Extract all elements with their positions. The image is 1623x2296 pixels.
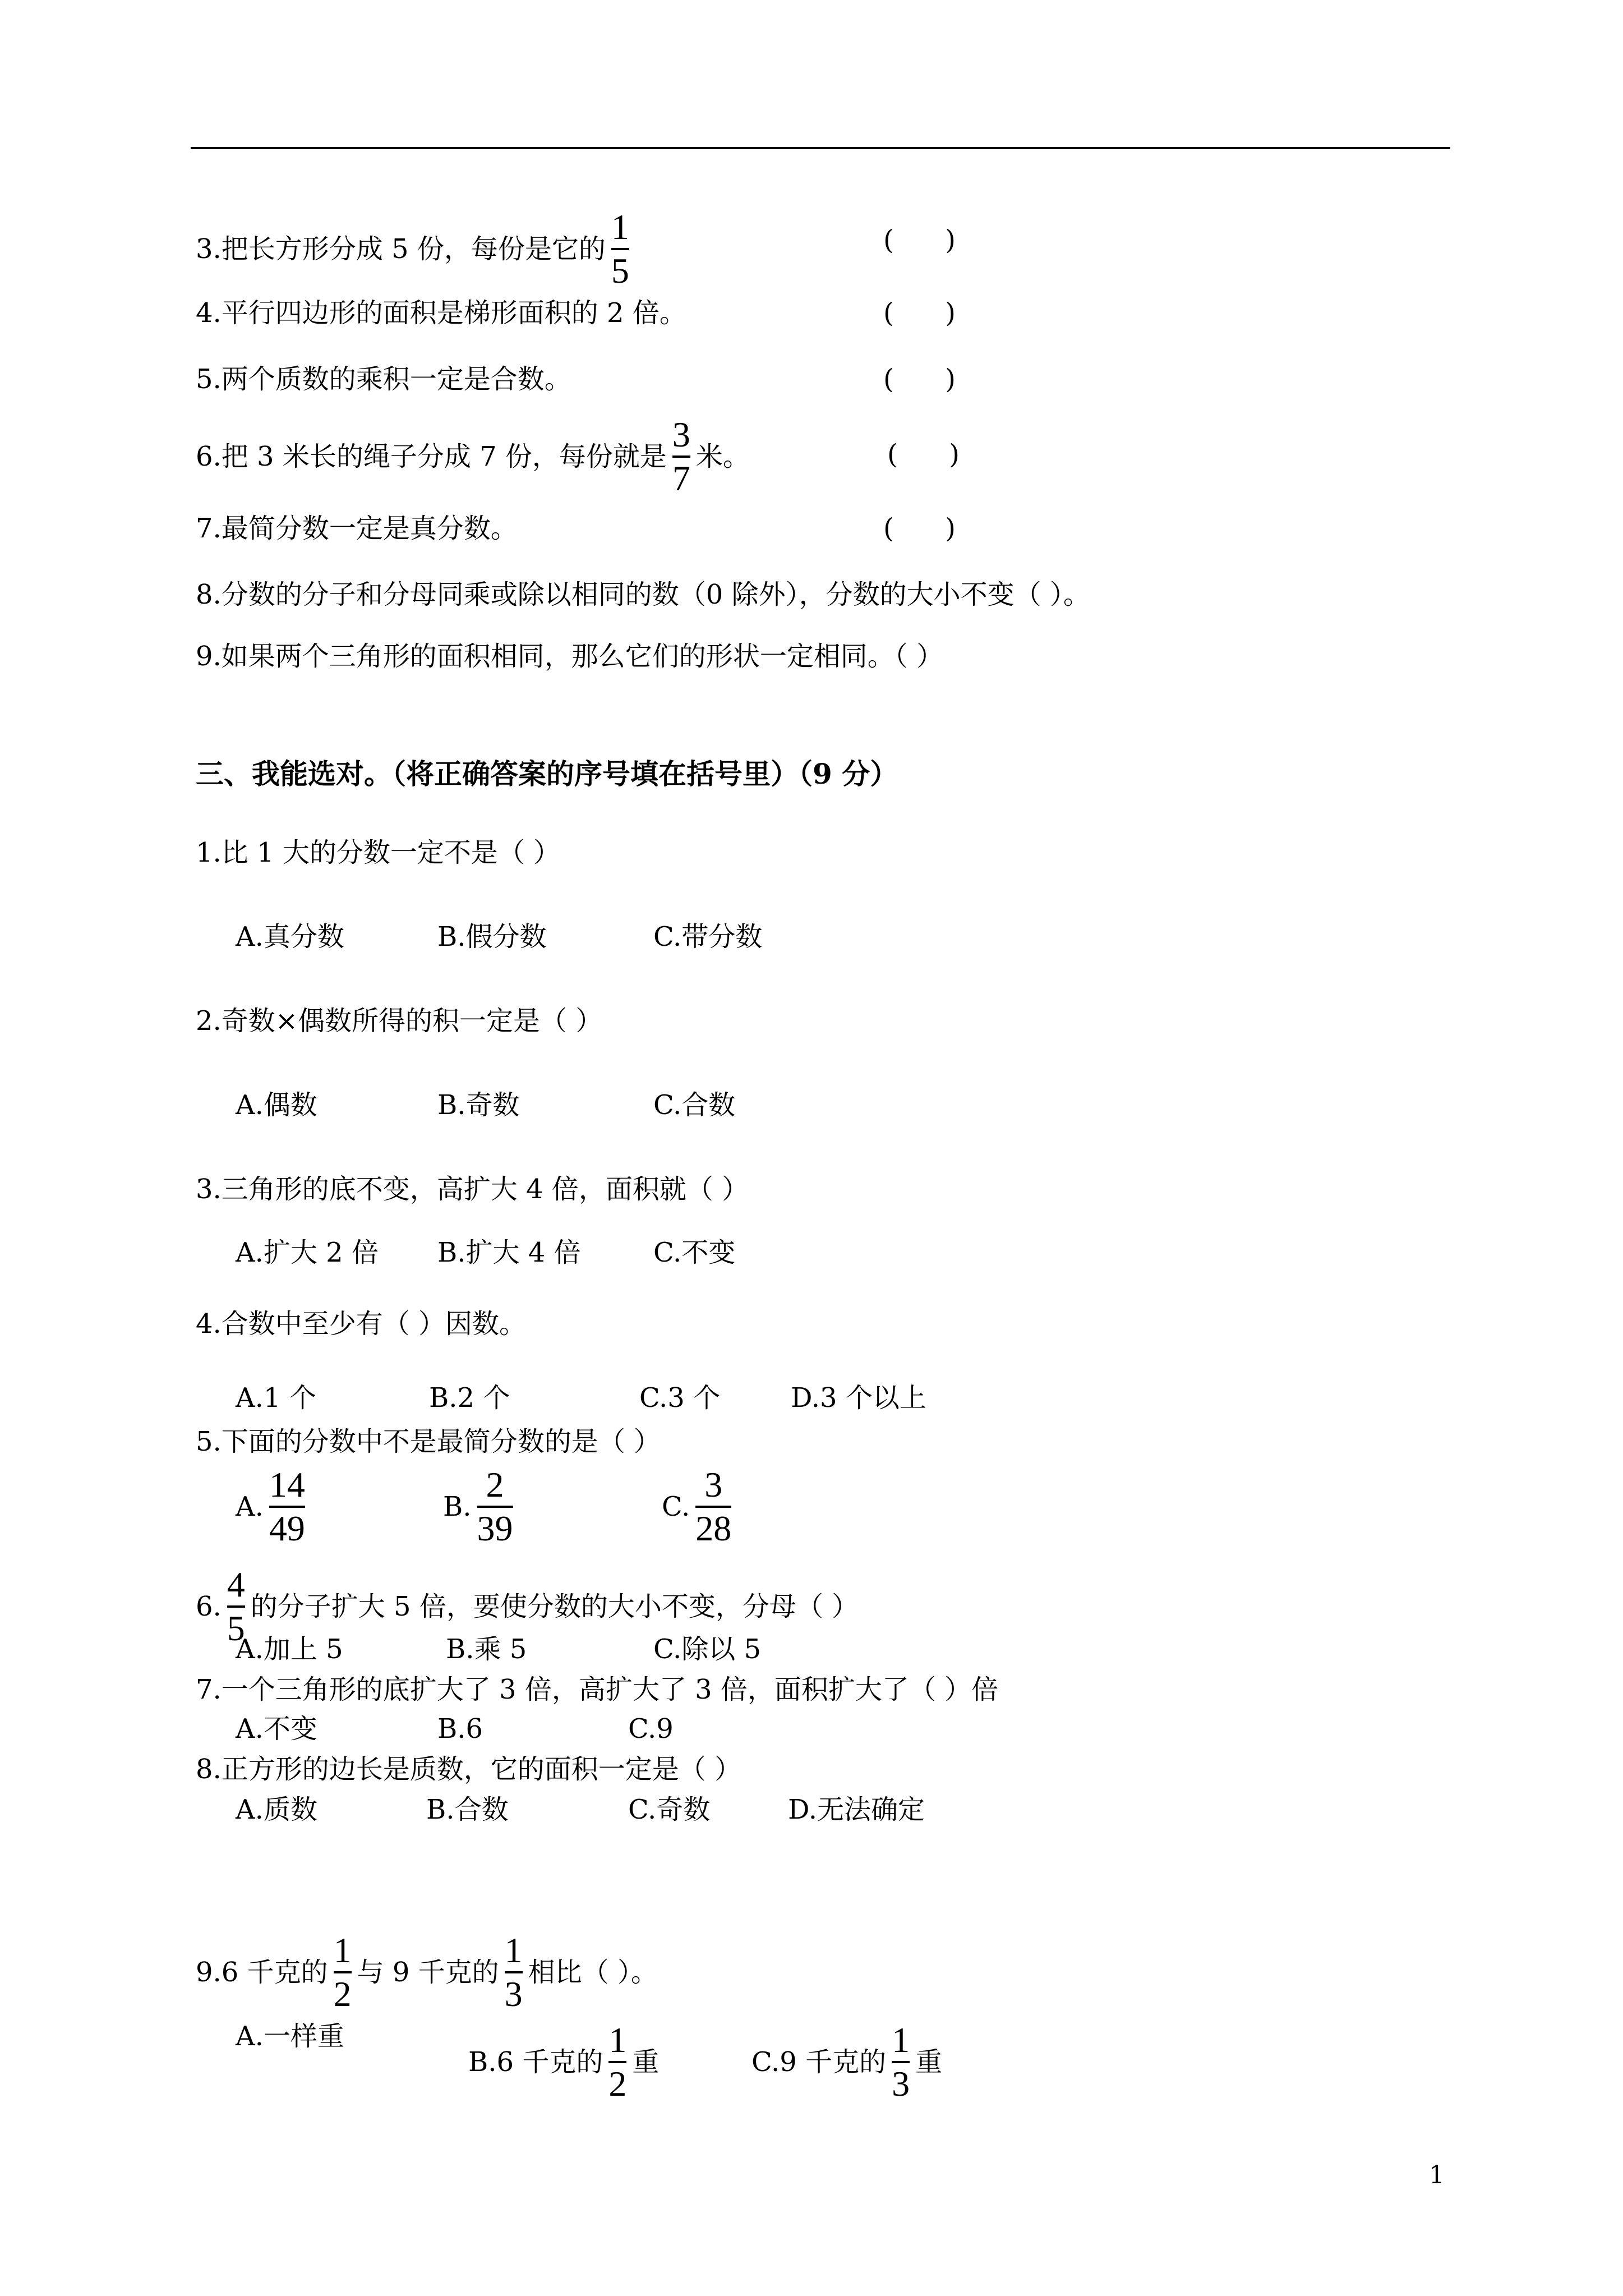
option-c: C.除以 5 — [653, 1634, 762, 1665]
question-8: 8.正方形的边长是质数，它的面积一定是（ ） — [196, 1754, 742, 1785]
option-a: A.扩大 2 倍 — [236, 1237, 379, 1268]
fraction: $\frac{3}{28}$ — [695, 1465, 732, 1548]
answer-blank[interactable]: ( ) — [883, 297, 956, 329]
option-b: B.6 千克的 $\frac{1}{2}$ 重 — [468, 2020, 660, 2104]
judge-item-3 — [196, 206, 635, 292]
question-2: 2.奇数×偶数所得的积一定是（ ） — [196, 1005, 603, 1037]
option-c: C.9 — [628, 1713, 674, 1745]
option-b: B.假分数 — [437, 921, 547, 953]
header-rule — [191, 147, 1450, 149]
option-c: C.不变 — [653, 1237, 736, 1268]
judge-item-7: 7.最简分数一定是真分数。 — [196, 513, 518, 544]
option-a: A.真分数 — [236, 921, 344, 953]
option-b: B.6 — [437, 1713, 483, 1745]
fraction: $\frac{1}{5}$ — [611, 207, 629, 291]
section-heading: 三、我能选对。（将正确答案的序号填在括号里）（9 分） — [196, 757, 898, 790]
option-a: A.不变 — [236, 1713, 317, 1745]
option-b: B. $\frac{2}{39}$ — [443, 1465, 513, 1548]
question-9: 9.6 千克的 $\frac{1}{2}$ 与 9 千克的 $\frac{1}{3}$ 相比（ ）。 — [196, 1930, 658, 2014]
option-a: A.质数 — [236, 1794, 317, 1825]
option-b: B.2 个 — [429, 1382, 510, 1414]
option-c: C.奇数 — [628, 1794, 711, 1825]
judge-item-9: 9.如果两个三角形的面积相同，那么它们的形状一定相同。（ ） — [196, 641, 944, 672]
fraction: $\frac{14}{49}$ — [269, 1465, 305, 1548]
answer-blank[interactable]: ( ) — [883, 513, 956, 544]
fraction: $\frac{1}{3}$ — [504, 1930, 523, 2014]
question-3: 3.三角形的底不变，高扩大 4 倍，面积就（ ） — [196, 1174, 749, 1205]
option-c: C. $\frac{3}{28}$ — [662, 1465, 732, 1548]
fraction: $\frac{1}{2}$ — [608, 2020, 627, 2104]
option-d: D.无法确定 — [788, 1794, 925, 1825]
page-number: 1 — [1429, 2161, 1445, 2189]
option-c: C.9 千克的 $\frac{1}{3}$ 重 — [751, 2020, 943, 2104]
fraction: $\frac{1}{3}$ — [892, 2020, 910, 2104]
fraction: $\frac{1}{2}$ — [333, 1930, 352, 2014]
fraction: $\frac{3}{7}$ — [672, 415, 690, 498]
answer-blank[interactable]: ( ) — [883, 364, 956, 395]
option-b: B.合数 — [426, 1794, 509, 1825]
option-c: C.带分数 — [653, 921, 763, 953]
question-1: 1.比 1 大的分数一定不是（ ） — [196, 837, 561, 868]
option-b: B.乘 5 — [446, 1634, 527, 1665]
fraction: $\frac{2}{39}$ — [477, 1465, 513, 1548]
question-6: 6. $\frac{4}{5}$ 的分子扩大 5 倍，要使分数的大小不变，分母（ ） — [196, 1565, 859, 1648]
option-a: A. $\frac{14}{49}$ — [236, 1465, 305, 1548]
option-c: C.合数 — [653, 1089, 736, 1121]
option-b: B.奇数 — [437, 1089, 520, 1121]
answer-blank[interactable]: ( ) — [883, 224, 956, 256]
option-a: A.偶数 — [236, 1089, 317, 1121]
question-5: 5.下面的分数中不是最简分数的是（ ） — [196, 1426, 661, 1457]
answer-blank[interactable]: ( ) — [887, 439, 960, 470]
question-4: 4.合数中至少有（ ）因数。 — [196, 1308, 527, 1340]
question-7: 7.一个三角形的底扩大了 3 倍，高扩大了 3 倍，面积扩大了（ ）倍 — [196, 1674, 999, 1705]
option-a: A.加上 5 — [236, 1634, 343, 1665]
option-d: D.3 个以上 — [791, 1382, 926, 1414]
option-c: C.3 个 — [639, 1382, 721, 1414]
judge-item-8: 8.分数的分子和分母同乘或除以相同的数（0 除外），分数的大小不变（ ）。 — [196, 579, 1090, 610]
fraction: $\frac{4}{5}$ — [227, 1565, 245, 1648]
option-a: A.一样重 — [236, 2021, 344, 2052]
option-b: B.扩大 4 倍 — [437, 1237, 581, 1268]
judge-item-3-text: 3.把长方形分成 5 份，每份是它的 — [196, 233, 606, 265]
judge-item-6: 6.把 3 米长的绳子分成 7 份，每份就是 $\frac{3}{7}$ 米。 — [196, 415, 750, 498]
judge-item-5: 5.两个质数的乘积一定是合数。 — [196, 364, 571, 395]
judge-item-4: 4.平行四边形的面积是梯形面积的 2 倍。 — [196, 297, 686, 329]
option-a: A.1 个 — [236, 1382, 316, 1414]
